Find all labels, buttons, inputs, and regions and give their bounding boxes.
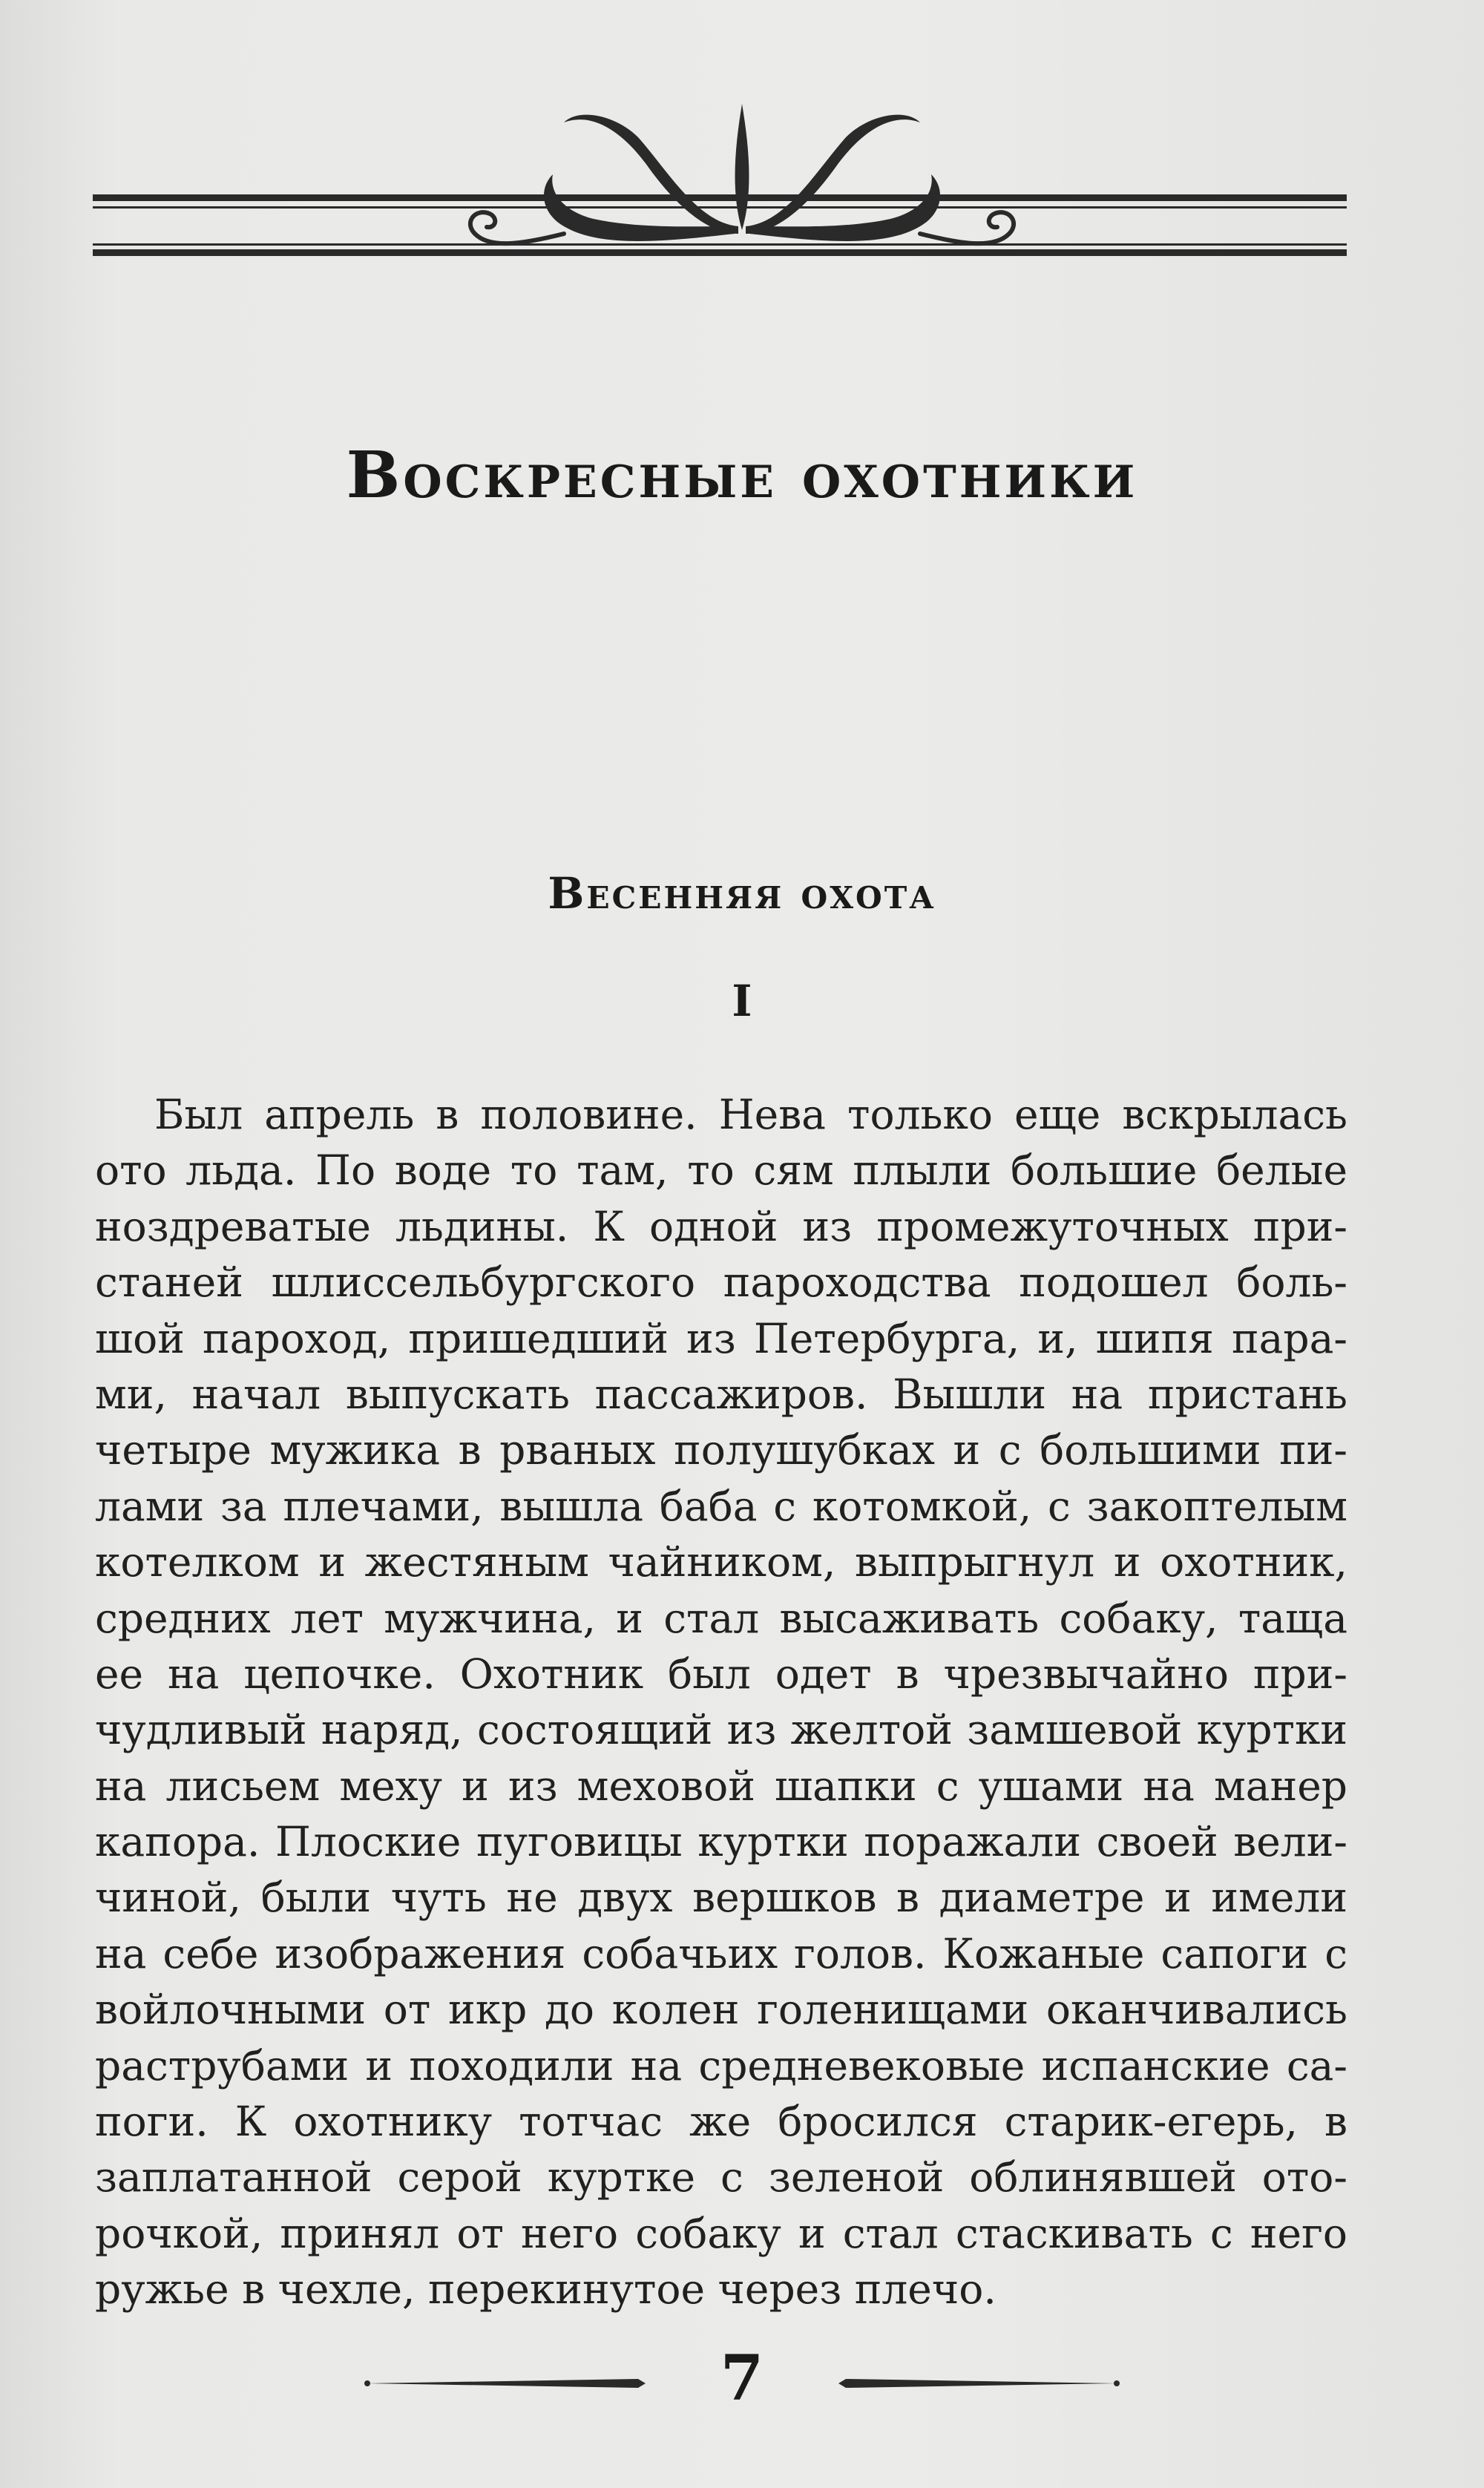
- scroll-ornament-icon: [0, 82, 1484, 289]
- chapter-title: Весенняя охота: [548, 868, 936, 919]
- text-line: войлочными от икр до колен голенищами оканчивались: [95, 1986, 1347, 2034]
- text-line: ми, начал выпускать пассажиров. Вышли на пристань: [95, 1370, 1347, 1418]
- text-line: чиной, были чуть не двух вершков в диаметре и имели: [95, 1874, 1347, 1922]
- text-line: станей шлиссельбургского пароходства подошел боль-: [95, 1258, 1347, 1307]
- text-line: на лисьем меху и из меховой шапки с ушами на манер: [95, 1762, 1347, 1810]
- text-line: чудливый наряд, состоящий из желтой замшевой куртки: [95, 1706, 1347, 1754]
- body-paragraph: [95, 1087, 1347, 2318]
- text-line: средних лет мужчина, и стал высаживать собаку, таща: [95, 1594, 1347, 1642]
- text-line: ноздреватые льдины. К одной из промежуточных при-: [95, 1202, 1347, 1250]
- book-title: Воскресные охотники: [346, 438, 1138, 513]
- page-number: 7: [720, 2341, 764, 2415]
- text-line: Был апрель в половине. Нева только еще вскрылась: [154, 1091, 1347, 1138]
- text-line: четыре мужика в рваных полушубках и с большими пи-: [95, 1426, 1347, 1474]
- text-line: ее на цепочке. Охотник был одет в чрезвычайно при-: [95, 1650, 1347, 1698]
- text-line: котелком и жестяным чайником, выпрыгнул и охотник,: [95, 1538, 1347, 1586]
- text-line: раструбами и походили на средневековые испанские са-: [95, 2041, 1347, 2090]
- text-line: на себе изображения собачьих голов. Кожаные сапоги с: [95, 1929, 1347, 1977]
- text-line: заплатанной серой куртке с зеленой облинявшей ото-: [95, 2153, 1347, 2202]
- text-line: лами за плечами, вышла баба с котомкой, с закоптелым: [95, 1482, 1347, 1530]
- text-line: шой пароход, пришедший из Петербурга, и, шипя пара-: [95, 1314, 1347, 1362]
- text-line: рочкой, принял от него собаку и стал стаскивать с него: [95, 2209, 1347, 2257]
- text-line: капора. Плоские пуговицы куртки поражали своей вели-: [95, 1818, 1347, 1866]
- text-line: поги. К охотнику тотчас же бросился старик-егерь, в: [95, 2098, 1347, 2146]
- chapter-number: I: [732, 976, 752, 1026]
- text-line: ружье в чехле, перекинутое через плечо.: [95, 2265, 997, 2314]
- text-line: ото льда. По воде то там, то сям плыли большие белые: [95, 1146, 1347, 1195]
